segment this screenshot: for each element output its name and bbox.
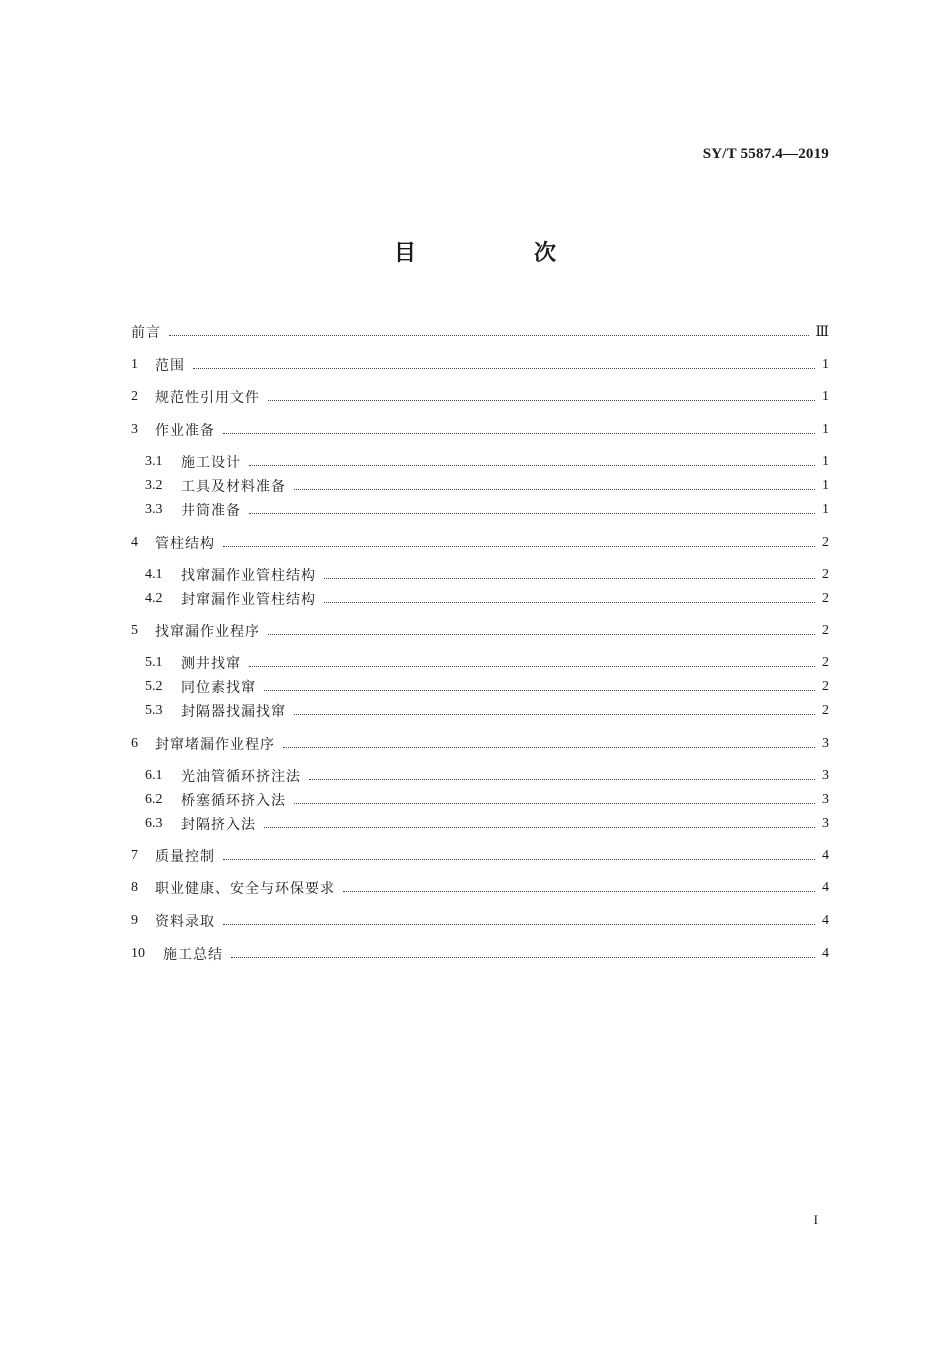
toc-leader-dots bbox=[249, 512, 815, 514]
toc-entry-page: 2 bbox=[822, 679, 829, 694]
toc-entry-number: 3.2 bbox=[145, 478, 163, 493]
toc-entry-number: 5.1 bbox=[145, 655, 163, 670]
toc-leader-dots bbox=[169, 334, 809, 336]
toc-entry-label: 施工总结 bbox=[163, 947, 223, 963]
toc-entry-page: 2 bbox=[822, 655, 829, 670]
toc-entry-label: 找窜漏作业管柱结构 bbox=[181, 568, 316, 584]
toc-entry-page: 1 bbox=[822, 422, 829, 437]
toc-entry[interactable] bbox=[145, 563, 829, 587]
toc-entry-number: 2 bbox=[131, 389, 138, 404]
toc-leader-dots bbox=[193, 367, 815, 369]
toc-entry-page: 3 bbox=[822, 768, 829, 783]
toc-entry[interactable] bbox=[145, 498, 829, 522]
toc-leader-dots bbox=[223, 858, 815, 860]
toc-entry-page: 2 bbox=[822, 567, 829, 582]
toc-entry[interactable] bbox=[131, 909, 829, 933]
toc-entry[interactable] bbox=[145, 651, 829, 675]
toc-entry-page: 1 bbox=[822, 478, 829, 493]
toc-leader-dots bbox=[268, 399, 815, 401]
toc-leader-dots bbox=[264, 826, 815, 828]
toc-entry-label: 工具及材料准备 bbox=[181, 479, 286, 495]
toc-entry-number: 3.3 bbox=[145, 502, 163, 517]
toc-entry[interactable] bbox=[131, 418, 829, 442]
toc-entry-label: 规范性引用文件 bbox=[155, 390, 260, 406]
page-number: I bbox=[813, 1212, 818, 1227]
toc-leader-dots bbox=[223, 432, 815, 434]
toc-entry[interactable] bbox=[131, 876, 829, 900]
toc-entry-label: 质量控制 bbox=[155, 849, 215, 865]
toc-entry-number: 9 bbox=[131, 913, 138, 928]
toc-entry[interactable] bbox=[145, 788, 829, 812]
toc-entry-number: 6.1 bbox=[145, 768, 163, 783]
toc-entry-number: 4 bbox=[131, 535, 138, 550]
toc-entry-label: 封窜堵漏作业程序 bbox=[155, 737, 275, 753]
toc-entry-number: 10 bbox=[131, 946, 145, 961]
toc-leader-dots bbox=[294, 802, 815, 804]
toc-entry-page: 1 bbox=[822, 357, 829, 372]
toc-entry-number: 4.2 bbox=[145, 591, 163, 606]
toc-entry-page: 2 bbox=[822, 591, 829, 606]
toc-entry-label: 封窜漏作业管柱结构 bbox=[181, 592, 316, 608]
toc-entry-label: 测井找窜 bbox=[181, 656, 241, 672]
toc-entry-page: 4 bbox=[822, 848, 829, 863]
toc-leader-dots bbox=[223, 923, 815, 925]
toc-entry-page: 3 bbox=[822, 736, 829, 751]
toc-entry-page: 3 bbox=[822, 816, 829, 831]
toc-leader-dots bbox=[309, 778, 815, 780]
toc-entry-label: 桥塞循环挤入法 bbox=[181, 793, 286, 809]
toc-entry-page: 3 bbox=[822, 792, 829, 807]
toc-leader-dots bbox=[283, 746, 815, 748]
toc-entry-number: 7 bbox=[131, 848, 138, 863]
toc-entry[interactable] bbox=[145, 474, 829, 498]
toc-entry-page: 4 bbox=[822, 946, 829, 961]
toc-entry-page: 4 bbox=[822, 913, 829, 928]
toc-entry[interactable] bbox=[145, 450, 829, 474]
page-title: 目 次 bbox=[393, 241, 604, 266]
toc-leader-dots bbox=[268, 633, 815, 635]
toc-entry-page: 4 bbox=[822, 880, 829, 895]
toc-leader-dots bbox=[249, 665, 815, 667]
toc-entry[interactable] bbox=[131, 942, 829, 966]
toc-entry-number: 4.1 bbox=[145, 567, 163, 582]
toc-entry-label: 前言 bbox=[131, 325, 161, 341]
standard-number: SY/T 5587.4—2019 bbox=[702, 146, 829, 162]
toc-leader-dots bbox=[264, 689, 815, 691]
toc-leader-dots bbox=[294, 713, 815, 715]
toc-entry-page: 2 bbox=[822, 623, 829, 638]
toc-entry-label: 范围 bbox=[155, 358, 185, 374]
toc-entry[interactable] bbox=[145, 699, 829, 723]
toc-leader-dots bbox=[249, 464, 815, 466]
toc-entry-number: 6 bbox=[131, 736, 138, 751]
toc-entry-number: 5.3 bbox=[145, 703, 163, 718]
toc-entry-page: 1 bbox=[822, 389, 829, 404]
toc-entry-number: 3 bbox=[131, 422, 138, 437]
toc-entry-label: 管柱结构 bbox=[155, 536, 215, 552]
toc-entry-number: 5.2 bbox=[145, 679, 163, 694]
toc-entry-label: 封隔器找漏找窜 bbox=[181, 704, 286, 720]
toc-entry-number: 6.3 bbox=[145, 816, 163, 831]
toc-leader-dots bbox=[223, 545, 815, 547]
toc-entry-label: 找窜漏作业程序 bbox=[155, 624, 260, 640]
toc-entry-number: 5 bbox=[131, 623, 138, 638]
toc-entry[interactable] bbox=[131, 531, 829, 555]
toc-leader-dots bbox=[324, 601, 815, 603]
toc-entry-label: 资料录取 bbox=[155, 914, 215, 930]
toc-entry[interactable] bbox=[131, 732, 829, 756]
toc-entry-label: 施工设计 bbox=[181, 455, 241, 471]
toc-entry-number: 3.1 bbox=[145, 454, 163, 469]
toc-leader-dots bbox=[294, 488, 815, 490]
toc-entry[interactable] bbox=[131, 844, 829, 868]
toc-entry-number: 8 bbox=[131, 880, 138, 895]
toc-entry-page: 1 bbox=[822, 502, 829, 517]
toc-leader-dots bbox=[231, 956, 815, 958]
toc-entry-page: 2 bbox=[822, 535, 829, 550]
toc-entry-page: Ⅲ bbox=[815, 324, 829, 340]
toc-entry-page: 2 bbox=[822, 703, 829, 718]
toc-leader-dots bbox=[324, 577, 815, 579]
toc-entry[interactable] bbox=[131, 320, 829, 344]
toc-entry[interactable] bbox=[145, 587, 829, 611]
toc-entry[interactable] bbox=[145, 764, 829, 788]
toc-entry-page: 1 bbox=[822, 454, 829, 469]
toc-entry-label: 职业健康、安全与环保要求 bbox=[155, 881, 335, 897]
toc-entry[interactable] bbox=[131, 353, 829, 377]
toc-entry-number: 6.2 bbox=[145, 792, 163, 807]
toc-entry-label: 井筒准备 bbox=[181, 503, 241, 519]
toc-entry-label: 封隔挤入法 bbox=[181, 817, 256, 833]
toc-entry[interactable] bbox=[145, 675, 829, 699]
toc-leader-dots bbox=[343, 890, 815, 892]
toc-entry-label: 同位素找窜 bbox=[181, 680, 256, 696]
toc-entry-label: 光油管循环挤注法 bbox=[181, 769, 301, 785]
toc-entry[interactable] bbox=[145, 812, 829, 836]
toc-entry-label: 作业准备 bbox=[155, 423, 215, 439]
toc-entry[interactable] bbox=[131, 619, 829, 643]
toc-entry-number: 1 bbox=[131, 357, 138, 372]
toc-entry[interactable] bbox=[131, 385, 829, 409]
